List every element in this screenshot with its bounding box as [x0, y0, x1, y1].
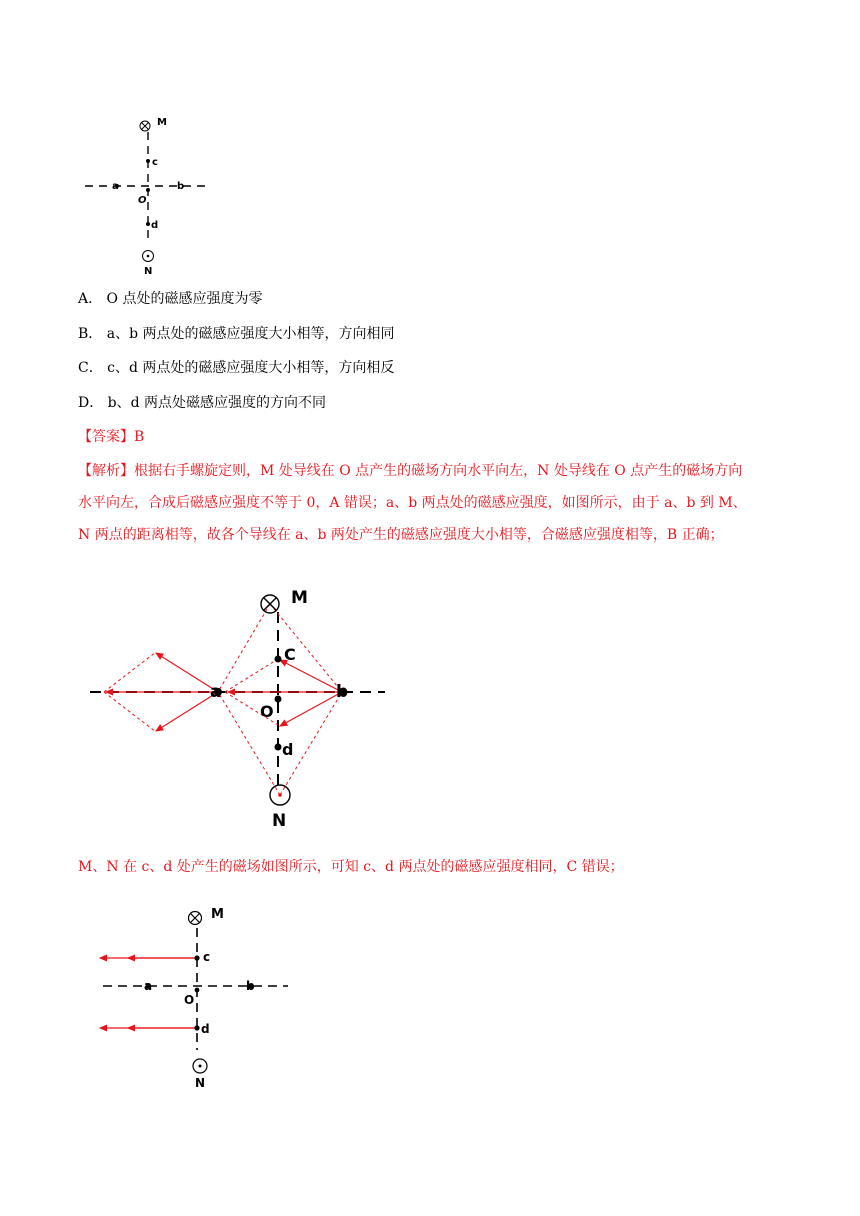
wire-out-of-page-icon	[193, 1059, 207, 1073]
point-d	[275, 744, 282, 751]
label-b: b	[246, 979, 255, 993]
label-a: a	[112, 181, 119, 192]
label-N: N	[144, 266, 153, 277]
point-d	[146, 222, 150, 226]
label-a: a	[210, 682, 222, 702]
label-d: d	[201, 1022, 210, 1036]
point-c	[194, 955, 199, 960]
label-a: a	[144, 979, 153, 993]
analysis-paragraph	[78, 455, 790, 551]
analysis-line-1: 【解析】根据右手螺旋定则，M 处导线在 O 点产生的磁场方向水平向左，N 处导线在 O 点产生的磁场方向	[78, 463, 743, 479]
label-b: b	[336, 682, 349, 702]
label-O: O	[184, 993, 195, 1007]
label-M: M	[211, 907, 224, 922]
label-N: N	[195, 1076, 206, 1090]
label-c: c	[203, 950, 211, 964]
figure-1-diagram	[80, 110, 220, 285]
answer: 【答案】B	[78, 429, 145, 445]
label-O: O	[260, 702, 274, 721]
wire-into-page-icon	[140, 121, 150, 131]
label-M: M	[291, 588, 308, 608]
vector-a-upper	[156, 653, 218, 692]
point-O	[275, 696, 282, 703]
analysis-paragraph-2: M、N 在 c、d 处产生的磁场如图所示，可知 c、d 两点处的磁感应强度相同，C 错误；	[78, 859, 624, 875]
option-B: B． a、b 两点处的磁感应强度大小相等，方向相同	[78, 326, 395, 342]
option-A: A． O 点处的磁感应强度为零	[78, 291, 263, 307]
wire-out-of-page-icon	[270, 785, 290, 805]
analysis-line-2: 水平向左，合成后磁感应强度不等于 0，A 错误；a、b 两点处的磁感应强度，如图所示，由于 a、b 到 M、	[78, 495, 747, 511]
wire-into-page-icon	[189, 912, 202, 925]
label-d: d	[151, 220, 159, 231]
label-d: d	[282, 740, 294, 759]
analysis-line-3: N 两点的距离相等，故各个导线在 a、b 两处产生的磁感应强度大小相等，合磁感应强度相等，B 正确；	[78, 527, 724, 543]
label-b: b	[177, 181, 185, 192]
label-N: N	[272, 811, 287, 830]
vector-a-lower	[156, 692, 218, 731]
option-C: C． c、d 两点处的磁感应强度大小相等，方向相反	[78, 360, 395, 376]
figure-3-diagram	[90, 900, 300, 1095]
wire-out-of-page-icon	[143, 251, 154, 262]
wire-into-page-icon	[261, 595, 279, 613]
point-c	[146, 159, 150, 163]
label-M: M	[157, 117, 167, 128]
vector-b-upper	[280, 660, 342, 692]
figure-2-vector-diagram	[80, 580, 400, 830]
point-O	[195, 988, 200, 993]
point-O	[146, 188, 150, 192]
label-c: C	[284, 645, 296, 664]
label-c: c	[152, 157, 158, 168]
vector-b-lower	[280, 692, 342, 726]
dashed-construction-lines	[104, 604, 342, 795]
point-d	[194, 1025, 199, 1030]
label-O: O	[138, 195, 147, 206]
point-c	[275, 656, 282, 663]
option-D: D． b、d 两点处磁感应强度的方向不同	[78, 395, 327, 411]
